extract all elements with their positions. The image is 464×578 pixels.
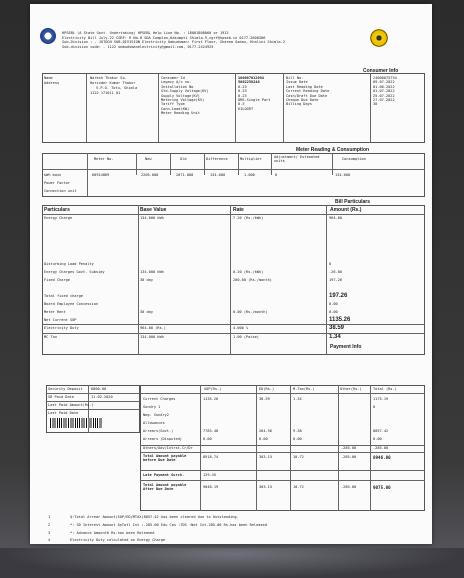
meter-col-adjustment: Adjustment/ Estimated units xyxy=(274,155,320,164)
address-line-3: 1122 171011 01 xyxy=(90,91,121,95)
consumer-mid-labels: Consumer Id Legacy A/c no. Installation No Std.Supply Voltage(KV) Supply Voltage(KV) Metering Voltage(KV) Tariff Type Conn.Load(KW) Meter Reading Unit xyxy=(161,76,209,116)
meter-col-multiplier: Multiplier xyxy=(240,157,262,161)
bill-paper: HPSEBL (A State Govt. Undertaking) HPSEBL Help Line No. : 18001808060 or 1912 Electricity Bill July-22 CGRF: R No.8 SDA Complex,Kasumpti Shimla-9,cgrf@hpseb.in 0177-2608306 Sub-Division : - JUTOGH SUB-DIVISION Electricity Ombudsman: First Floor, Sharma Sadan, Khalini Shimla-2 Sub-division code: - 1122 ombudsmanelectricity@gmail.com, 0177-2424925 Consumer Info Name Address Naresh Thakur So. Horinder Kumar Thakur V.P.O. Totu, Shimla 1122 171011 01 Consumer Id Legacy A/c no. Installation No Std.Supply Voltage(KV) Supply Voltage(KV) Metering Voltage(KV) Tariff Type Conn.Load(KW) Meter Reading Unit 100007012094 5002258240 0.23 0.23 0.23 DMS-Single Part 0.5 KILOGRT Bill No. Issue Date Last Reading Date Current Reading Date Cash/Draft Due Date Cheque Due Date Billing Days 24000075754 09.07.2022 01.06.2022 01.07.2022 25.07.2022 27.07.2022 30 Meter Reading & Consumption Meter No. New Old Difference Multiplier Adjustment/ Estimated units Consumption kWh main Power Factor Connection unit 60914869 2205.000 2071.000 134.000 1.000 0 134.000 Bill Particulars Particulars Base Value Rate Amount (Rs.) Energy Charge 134.000 kWh 7.20 (Rs./kWh) 964.80 Disturbing Load Penalty 0 Energy Charges Govt. Subsidy 134.000 kWh 0.20 (Rs./kWh) -26.80 Fixed Charge 30 day 200.00 (Rs./month) 197.26 Total fixed charge 197.26 Board Employee Concession 0.00 Meter Rent 30 day 0.00 (Rs./month) 0.00 Net Current SOP 1135.26 Electricity Duty 964.80 (Rs.) 4.000 % 38.59 MC Tax 134.000 kWh 1.00 (Paise) 1.34 Payment Info Security Deposit SD Paid Date Last Paid Amount(Rs.) Last Paid Date 6800.00 11.02.2020 SOP(Rs.) ED(Rs.) M.Tax(Rs.) Other(Rs.) Total (Rs.) Current Charges 1135.26 38.59 1.34 1175.19 Sundry 1 0 Neg. Sundry2 Allowances Arrears(Govt.) 7783.48 264.56 9.38 8057.42 Arrears (Disputed) 0.00 0.00 0.00 0.00 Others/Adv/Intrst.Cr/Dr -285.00 -285.00 Total Amount payable before Due Date 8918.74 303.15 10.72 -285.00 8946.00 Late Payment Surch. 129.45 Total Amount payable After Due Date 9048.19 303.15 10.72 -285.00 9075.00 1 $:Total Arrear Amount(SOP/ED/MTAX)8057.42 has been cleared due to Outstanding. 2 *: SD Interest Amount AsTotl Int :-285.00 Edu Ces :TDS :Net Int-285.00 Rs.has been Released 3 *: Advance Amount0 Rs.has been Released 4 Electricity Duty calculated on Energy Charge xyxy=(30,4,432,544)
meter-reading-title: Meter Reading & Consumption xyxy=(296,147,370,153)
consumer-info-title: Consumer Info xyxy=(363,68,399,74)
bill-col-amount: Amount (Rs.) xyxy=(330,207,362,213)
sd-paid-date-label: SD Paid Date xyxy=(48,395,74,399)
pay-col-mtax: M.Tax(Rs.) xyxy=(293,387,315,391)
bill-col-rate: Rate xyxy=(233,207,244,213)
security-deposit-value: 6800.00 xyxy=(91,387,107,391)
bill-particulars-title: Bill Particulars xyxy=(335,199,371,205)
pay-col-other: Other(Rs.) xyxy=(340,387,362,391)
meter-col-meter-no: Meter No. xyxy=(94,157,114,161)
bill-col-particulars: Particulars xyxy=(44,207,70,213)
seal-icon xyxy=(370,29,388,47)
header-line-1: HPSEBL (A State Govt. Undertaking) HPSEBL Help Line No. : 18001808060 or 1912 xyxy=(62,31,229,35)
address-line-2: V.P.O. Totu, Shimla xyxy=(96,86,138,90)
consumer-mid-values: 100007012094 5002258240 0.23 0.23 0.23 DMS-Single Part 0.5 KILOGRT xyxy=(238,76,271,111)
meter-row-kwh: kWh main xyxy=(44,173,62,177)
meter-difference: 134.000 xyxy=(210,173,226,177)
meter-col-difference: Difference xyxy=(206,157,228,161)
last-paid-amount-label: Last Paid Amount(Rs.) xyxy=(48,403,94,407)
meter-multiplier: 1.000 xyxy=(244,173,255,177)
meter-row-power-factor: Power Factor xyxy=(44,181,70,185)
pay-col-total: Total (Rs.) xyxy=(373,387,397,391)
address-line-1: Horinder Kumar Thakur xyxy=(90,81,136,85)
meter-col-consumption: Consumption xyxy=(342,157,366,161)
consumer-right-values: 24000075754 09.07.2022 01.06.2022 01.07.2022 25.07.2022 27.07.2022 30 xyxy=(373,76,397,107)
meter-col-old: Old xyxy=(180,157,187,161)
meter-number: 60914869 xyxy=(92,173,110,177)
bill-col-base-value: Base Value xyxy=(140,207,167,213)
sd-paid-date-value: 11.02.2020 xyxy=(91,395,113,399)
meter-adjustment: 0 xyxy=(275,173,278,177)
meter-col-new: New xyxy=(145,157,152,161)
last-paid-date-label: Last Paid Date xyxy=(48,411,79,415)
meter-old-reading: 2071.000 xyxy=(176,173,194,177)
meter-consumption: 134.000 xyxy=(335,173,351,177)
header-line-3: Sub-Division : - JUTOGH SUB-DIVISION Electricity Ombudsman: First Floor, Sharma Sadan, Khalini Shimla-2 xyxy=(62,40,285,44)
security-deposit-label: Security Deposit xyxy=(48,387,83,391)
barcode-icon xyxy=(50,418,102,428)
label-address: Address xyxy=(44,81,60,85)
consumer-name: Naresh Thakur So. xyxy=(90,76,127,80)
pay-col-sop: SOP(Rs.) xyxy=(204,387,222,391)
meter-new-reading: 2205.000 xyxy=(141,173,159,177)
pay-col-ed: ED(Rs.) xyxy=(259,387,275,391)
header-line-4: Sub-division code: - 1122 ombudsmanelectricity@gmail.com, 0177-2424925 xyxy=(62,44,214,49)
consumer-right-labels: Bill No. Issue Date Last Reading Date Current Reading Date Cash/Draft Due Date Cheque Due Date Billing Days xyxy=(286,76,330,107)
payment-info-title: Payment Info xyxy=(330,344,362,350)
background-surface xyxy=(0,548,464,578)
label-name: Name xyxy=(44,76,53,80)
hpsebl-logo-icon xyxy=(40,28,56,44)
meter-row-connection: Connection unit xyxy=(44,189,77,193)
header-line-2: Electricity Bill July-22 CGRF: R No.8 SDA Complex,Kasumpti Shimla-9,cgrf@hpseb.in 0177-2608306 xyxy=(62,35,266,40)
